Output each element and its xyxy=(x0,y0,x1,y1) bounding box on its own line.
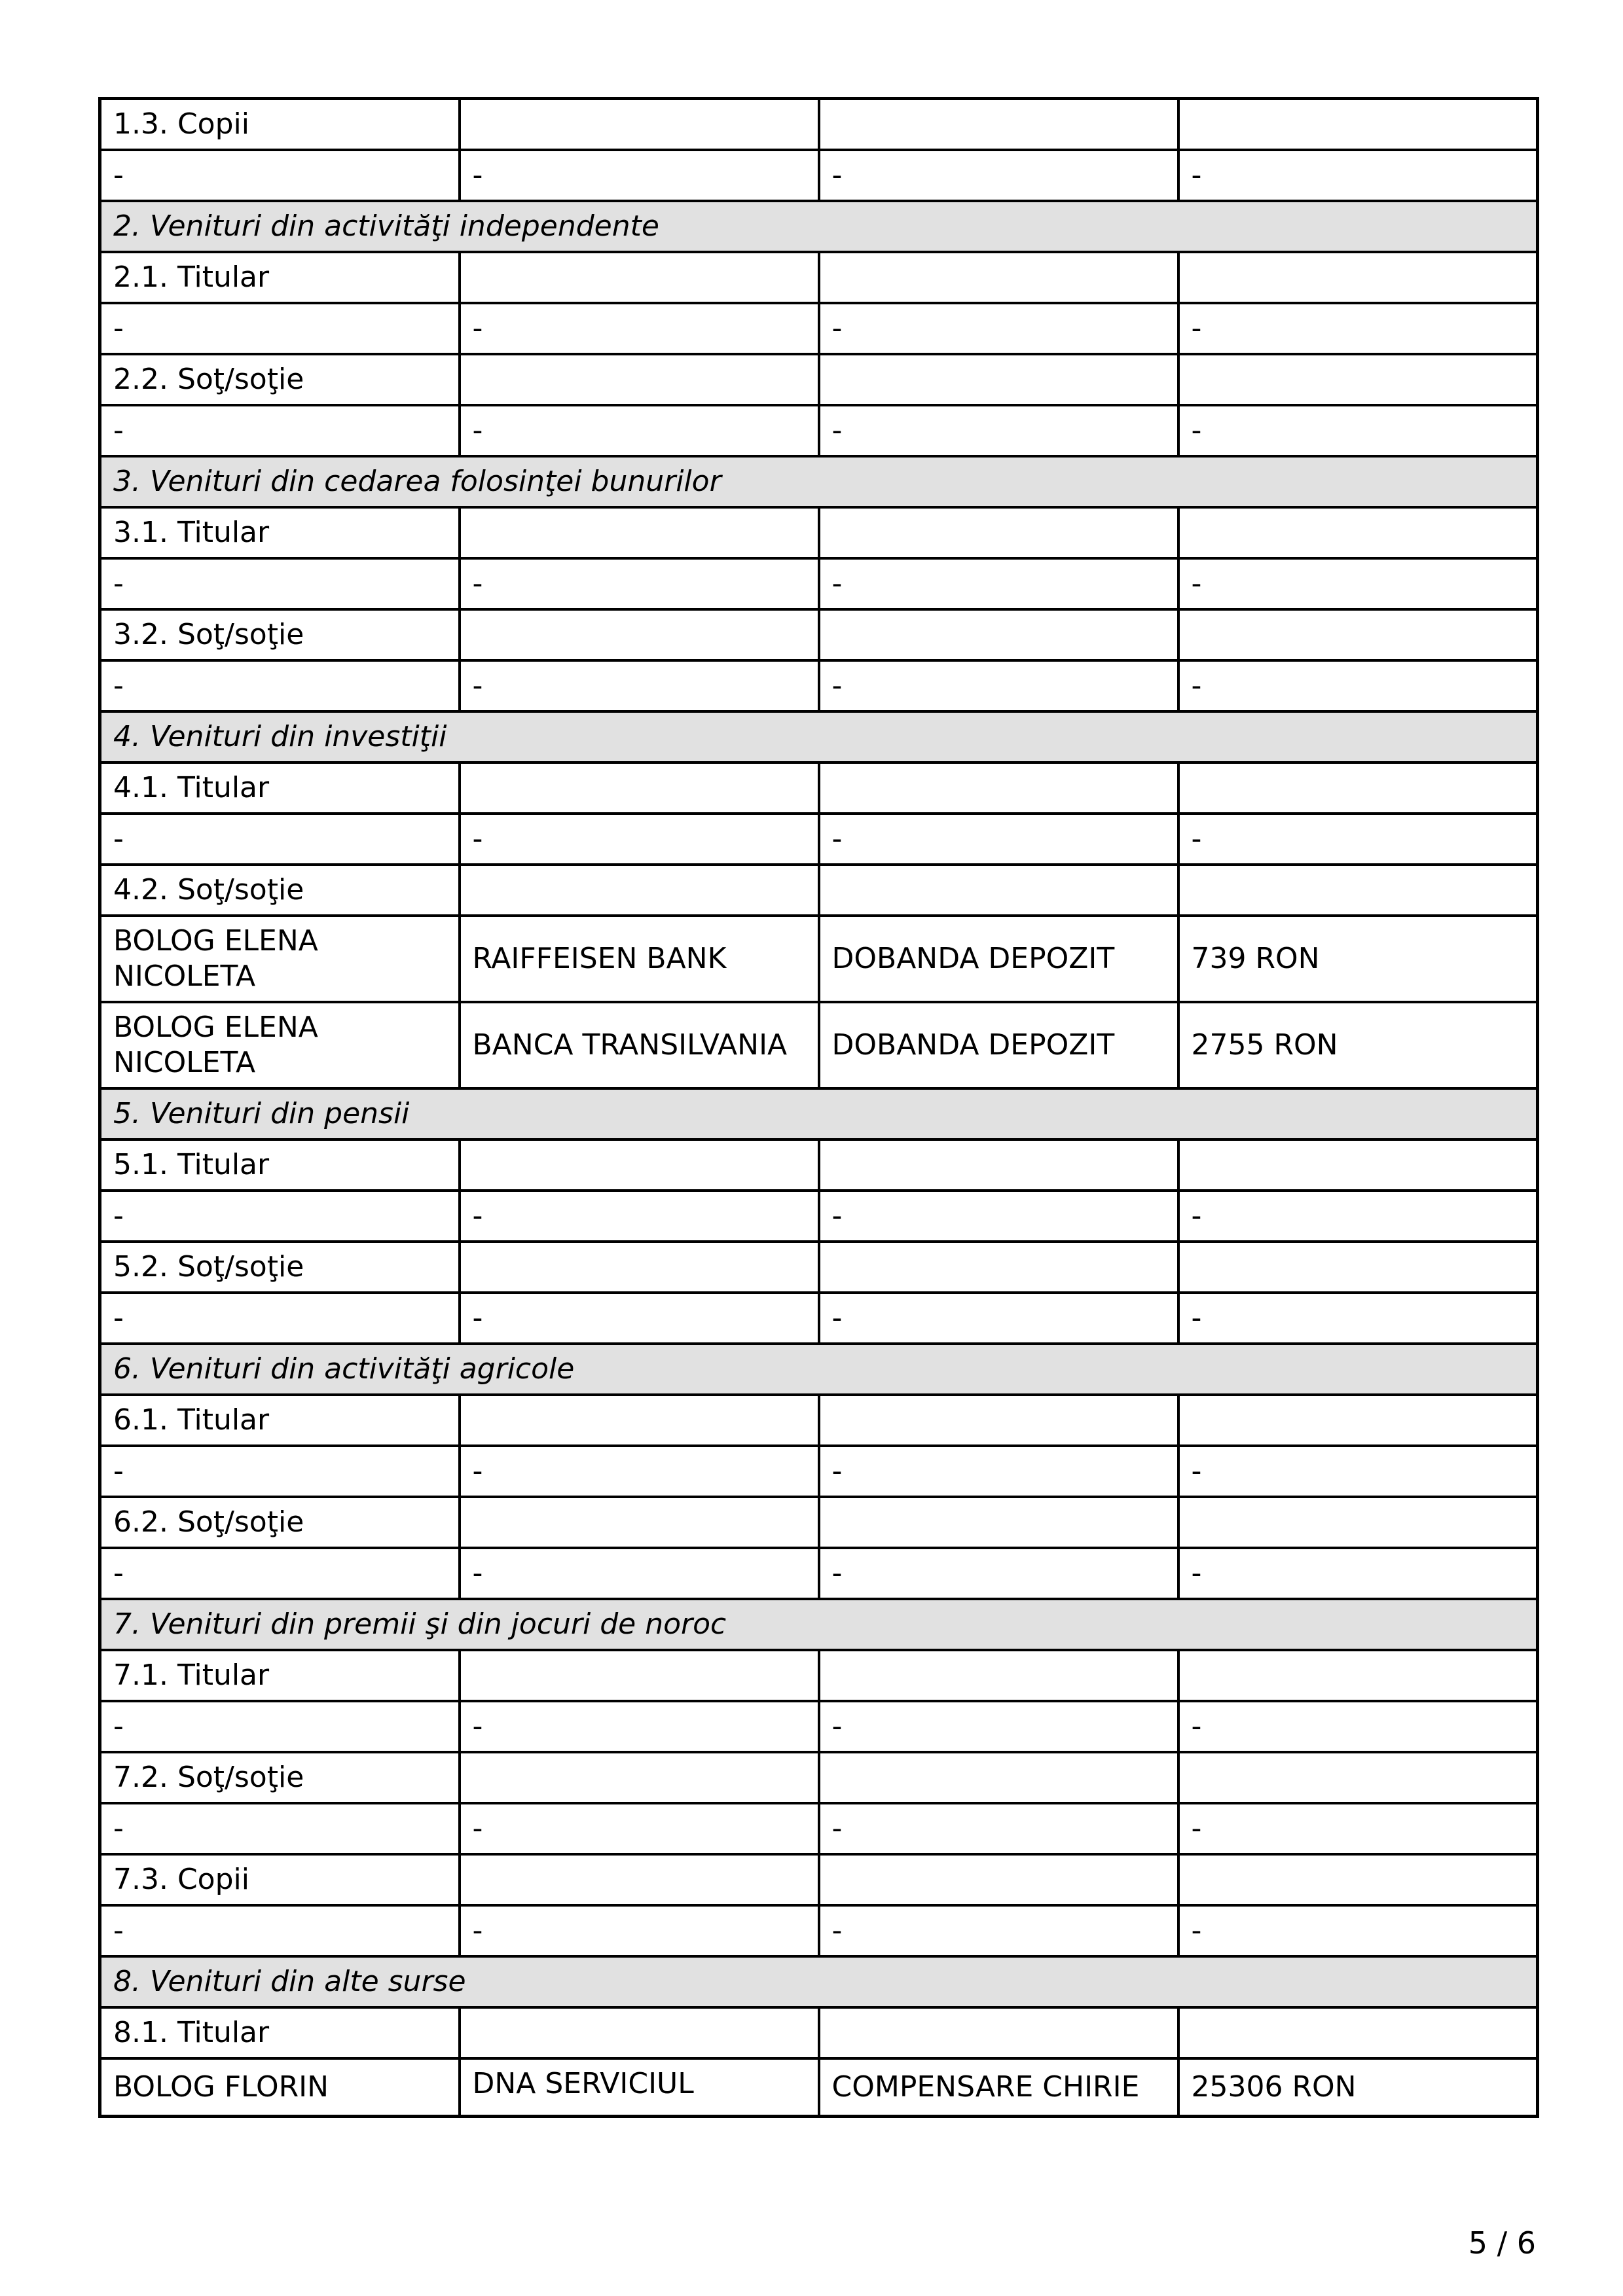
table-cell: - xyxy=(1178,1293,1538,1344)
table-cell: 3.1. Titular xyxy=(100,507,460,558)
table-cell: 4.1. Titular xyxy=(100,762,460,814)
table-row xyxy=(100,1191,1538,1242)
table-cell: - xyxy=(1178,558,1538,609)
table-cell xyxy=(460,99,819,151)
income-table-body xyxy=(100,99,1538,2117)
table-cell: - xyxy=(1178,814,1538,865)
table-cell: - xyxy=(819,1548,1178,1599)
table-row xyxy=(100,1803,1538,1854)
table-cell xyxy=(460,1497,819,1548)
table-cell: 2755 RON xyxy=(1178,1002,1538,1088)
table-row xyxy=(100,1752,1538,1803)
table-cell xyxy=(819,1752,1178,1803)
table-cell: - xyxy=(100,1548,460,1599)
table-row xyxy=(100,865,1538,916)
table-cell: - xyxy=(1178,1191,1538,1242)
table-cell: - xyxy=(819,1191,1178,1242)
section-title: 7. Venituri din premii şi din jocuri de noroc xyxy=(100,1599,1538,1650)
section-title: 5. Venituri din pensii xyxy=(100,1088,1538,1139)
table-cell: DOBANDA DEPOZIT xyxy=(819,916,1178,1002)
table-cell xyxy=(819,1854,1178,1905)
table-cell: - xyxy=(819,150,1178,201)
table-cell: - xyxy=(460,1191,819,1242)
table-cell: - xyxy=(460,558,819,609)
table-cell: - xyxy=(1178,1446,1538,1497)
table-cell xyxy=(1178,1395,1538,1446)
table-cell: 7.3. Copii xyxy=(100,1854,460,1905)
table-cell xyxy=(819,1497,1178,1548)
table-cell: - xyxy=(460,814,819,865)
table-cell xyxy=(819,1242,1178,1293)
table-cell: - xyxy=(819,814,1178,865)
table-cell xyxy=(819,1650,1178,1701)
table-cell xyxy=(1178,1752,1538,1803)
table-cell: 7.2. Soţ/soţie xyxy=(100,1752,460,1803)
section-header-row xyxy=(100,711,1538,762)
table-cell: 739 RON xyxy=(1178,916,1538,1002)
table-cell: - xyxy=(1178,1548,1538,1599)
table-cell: 25306 RON xyxy=(1178,2058,1538,2117)
table-row xyxy=(100,1002,1538,1088)
table-row xyxy=(100,2007,1538,2058)
table-cell xyxy=(460,1395,819,1446)
table-cell: - xyxy=(100,1905,460,1956)
table-cell: 6.2. Soţ/soţie xyxy=(100,1497,460,1548)
table-cell: - xyxy=(100,405,460,456)
table-cell xyxy=(819,252,1178,303)
table-cell: DNA SERVICIUL xyxy=(460,2058,819,2117)
section-title: 2. Venituri din activităţi independente xyxy=(100,201,1538,252)
table-row xyxy=(100,150,1538,201)
table-row xyxy=(100,1650,1538,1701)
table-cell xyxy=(819,354,1178,405)
table-cell: - xyxy=(100,1191,460,1242)
table-cell xyxy=(819,609,1178,660)
table-row xyxy=(100,1905,1538,1956)
table-cell: - xyxy=(819,405,1178,456)
table-cell: - xyxy=(460,1701,819,1752)
table-cell: 5.2. Soţ/soţie xyxy=(100,1242,460,1293)
table-cell: - xyxy=(819,1446,1178,1497)
table-cell xyxy=(460,354,819,405)
table-cell xyxy=(1178,762,1538,814)
table-cell: - xyxy=(100,1293,460,1344)
table-cell: - xyxy=(100,1701,460,1752)
table-cell: - xyxy=(460,1548,819,1599)
income-table xyxy=(98,97,1539,2118)
table-cell: BOLOG ELENA NICOLETA xyxy=(100,916,460,1002)
table-cell xyxy=(819,99,1178,151)
table-cell xyxy=(819,1139,1178,1191)
table-row xyxy=(100,660,1538,711)
table-cell xyxy=(460,1242,819,1293)
section-title: 4. Venituri din investiţii xyxy=(100,711,1538,762)
table-row xyxy=(100,1293,1538,1344)
section-header-row xyxy=(100,1088,1538,1139)
table-cell: - xyxy=(460,405,819,456)
table-cell xyxy=(460,252,819,303)
table-cell xyxy=(819,762,1178,814)
table-cell xyxy=(460,865,819,916)
table-cell xyxy=(1178,1497,1538,1548)
section-title: 6. Venituri din activităţi agricole xyxy=(100,1344,1538,1395)
table-row xyxy=(100,609,1538,660)
table-cell: - xyxy=(819,1701,1178,1752)
table-row xyxy=(100,1242,1538,1293)
table-cell xyxy=(819,2007,1178,2058)
table-row xyxy=(100,1854,1538,1905)
table-cell: - xyxy=(1178,150,1538,201)
table-cell: - xyxy=(1178,405,1538,456)
section-header-row xyxy=(100,1956,1538,2007)
table-cell: - xyxy=(100,303,460,354)
table-cell xyxy=(460,507,819,558)
table-cell xyxy=(819,507,1178,558)
table-cell: - xyxy=(460,1293,819,1344)
table-cell: - xyxy=(460,1905,819,1956)
section-title: 8. Venituri din alte surse xyxy=(100,1956,1538,2007)
table-cell xyxy=(1178,609,1538,660)
table-cell xyxy=(1178,2007,1538,2058)
table-cell: COMPENSARE CHIRIE xyxy=(819,2058,1178,2117)
section-header-row xyxy=(100,456,1538,507)
table-cell: - xyxy=(460,150,819,201)
section-header-row xyxy=(100,1599,1538,1650)
table-cell: 6.1. Titular xyxy=(100,1395,460,1446)
table-cell xyxy=(460,762,819,814)
table-cell xyxy=(1178,252,1538,303)
table-row xyxy=(100,252,1538,303)
table-cell: 1.3. Copii xyxy=(100,99,460,151)
table-cell: - xyxy=(819,1905,1178,1956)
table-cell: - xyxy=(460,1446,819,1497)
table-cell xyxy=(1178,354,1538,405)
table-cell: BOLOG ELENA NICOLETA xyxy=(100,1002,460,1088)
table-cell: 2.1. Titular xyxy=(100,252,460,303)
table-cell: - xyxy=(819,1293,1178,1344)
table-cell: - xyxy=(460,303,819,354)
section-header-row xyxy=(100,201,1538,252)
table-cell xyxy=(460,2007,819,2058)
table-cell xyxy=(819,865,1178,916)
table-row xyxy=(100,814,1538,865)
table-cell: 2.2. Soţ/soţie xyxy=(100,354,460,405)
table-cell: - xyxy=(1178,1905,1538,1956)
table-cell xyxy=(819,1395,1178,1446)
table-row xyxy=(100,1701,1538,1752)
table-cell: - xyxy=(1178,1803,1538,1854)
table-cell: - xyxy=(460,1803,819,1854)
table-row xyxy=(100,303,1538,354)
table-cell xyxy=(1178,507,1538,558)
table-cell: - xyxy=(1178,1701,1538,1752)
table-row xyxy=(100,916,1538,1002)
table-cell: - xyxy=(819,558,1178,609)
table-cell: DOBANDA DEPOZIT xyxy=(819,1002,1178,1088)
table-cell: - xyxy=(819,660,1178,711)
table-cell: - xyxy=(100,1446,460,1497)
table-cell xyxy=(1178,99,1538,151)
table-cell: - xyxy=(819,303,1178,354)
section-title: 3. Venituri din cedarea folosinţei bunurilor xyxy=(100,456,1538,507)
page-number: 5 / 6 xyxy=(1468,2225,1536,2261)
table-row xyxy=(100,99,1538,151)
table-cell: 8.1. Titular xyxy=(100,2007,460,2058)
table-cell xyxy=(1178,1242,1538,1293)
table-cell xyxy=(460,1650,819,1701)
section-header-row xyxy=(100,1344,1538,1395)
table-cell xyxy=(1178,1650,1538,1701)
table-cell: 5.1. Titular xyxy=(100,1139,460,1191)
table-cell xyxy=(460,1854,819,1905)
table-row xyxy=(100,354,1538,405)
table-row xyxy=(100,1548,1538,1599)
table-row xyxy=(100,1139,1538,1191)
table-row xyxy=(100,1446,1538,1497)
table-cell: BANCA TRANSILVANIA xyxy=(460,1002,819,1088)
table-cell: - xyxy=(460,660,819,711)
table-row xyxy=(100,2058,1538,2117)
table-cell: RAIFFEISEN BANK xyxy=(460,916,819,1002)
table-row xyxy=(100,507,1538,558)
table-cell xyxy=(460,1139,819,1191)
table-cell: - xyxy=(1178,660,1538,711)
table-cell: - xyxy=(100,660,460,711)
table-row xyxy=(100,1395,1538,1446)
table-cell: - xyxy=(100,814,460,865)
table-cell: BOLOG FLORIN xyxy=(100,2058,460,2117)
table-cell: - xyxy=(819,1803,1178,1854)
table-cell: - xyxy=(100,1803,460,1854)
table-cell xyxy=(1178,865,1538,916)
table-cell: 7.1. Titular xyxy=(100,1650,460,1701)
table-row xyxy=(100,762,1538,814)
table-cell xyxy=(1178,1139,1538,1191)
table-cell xyxy=(1178,1854,1538,1905)
table-row xyxy=(100,1497,1538,1548)
table-cell xyxy=(460,609,819,660)
table-cell: 4.2. Soţ/soţie xyxy=(100,865,460,916)
table-row xyxy=(100,558,1538,609)
table-cell: - xyxy=(1178,303,1538,354)
table-row xyxy=(100,405,1538,456)
table-cell: 3.2. Soţ/soţie xyxy=(100,609,460,660)
table-cell: - xyxy=(100,558,460,609)
table-cell: - xyxy=(100,150,460,201)
table-cell xyxy=(460,1752,819,1803)
